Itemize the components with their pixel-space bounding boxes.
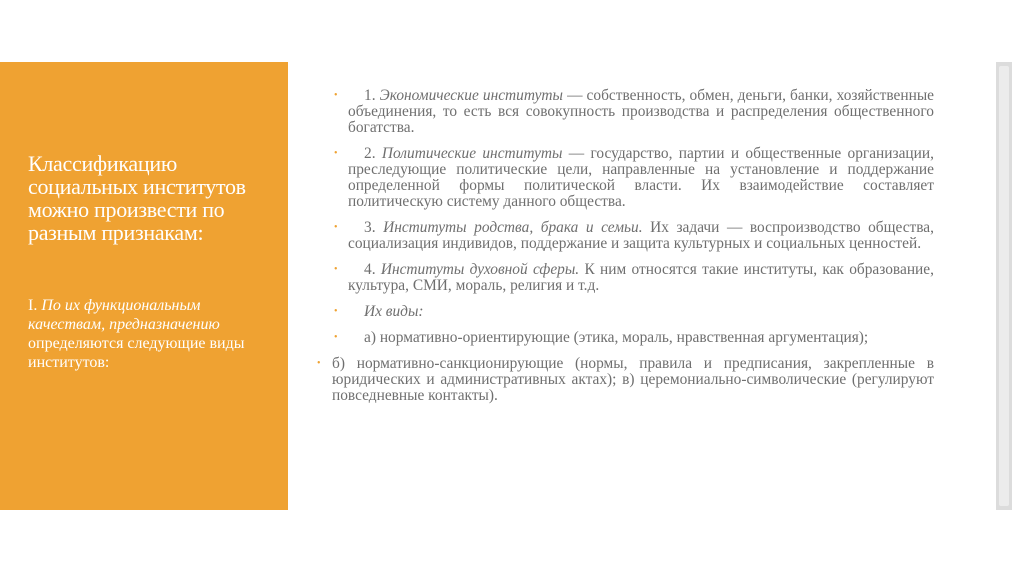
- subtitle-rest: определяются следующие виды институтов:: [28, 335, 245, 371]
- item-text: К ним относятся такие институты, как образование, культура, СМИ, мораль, религия и т.д.: [348, 261, 934, 294]
- list-item: [330, 262, 934, 294]
- list-item-extra: [314, 356, 934, 404]
- item-text: б) нормативно-санкционирующие (нормы, правила и предписания, закрепленные в юридических и административных актах); в) церемониально-символические (регулируют повседневные контакты).: [332, 355, 934, 404]
- item-term: Экономические институты: [379, 87, 563, 104]
- subtitle-prefix: I.: [28, 297, 38, 314]
- bullet-icon: •: [334, 306, 338, 317]
- list-item: [330, 330, 934, 346]
- bullet-icon: •: [334, 148, 338, 159]
- item-term: Институты духовной сферы.: [380, 261, 580, 278]
- list-item: [330, 220, 934, 252]
- bullet-icon: •: [334, 332, 338, 343]
- bullet-icon: •: [317, 358, 321, 369]
- item-number: 4.: [364, 261, 376, 278]
- item-number: 2.: [364, 145, 376, 162]
- list-item: [330, 146, 934, 210]
- item-text: — государство, партии и общественные организации, преследующие политические цели, направленные на установление и поддержание определенной формы политической власти. Их взаимодействие составляет политическую систему данного общества.: [348, 145, 934, 210]
- scrollbar-thumb[interactable]: [999, 66, 1009, 506]
- title-panel: [0, 62, 288, 510]
- slide-title: Классификацию социальных институтов можно произвести по разным признакам:: [28, 151, 246, 245]
- bullet-icon: •: [334, 264, 338, 275]
- item-number: 1.: [364, 87, 376, 104]
- subtitle-italic: По их функциональным качествам, предназначению: [28, 297, 220, 333]
- item-number: 3.: [364, 219, 376, 236]
- item-number: а): [364, 329, 376, 346]
- item-term: Политические институты: [381, 145, 563, 162]
- slide-subtitle: [28, 296, 268, 372]
- item-text: нормативно-ориентирующие (этика, мораль, нравственная аргументация);: [375, 329, 869, 346]
- item-text: — собственность, обмен, деньги, банки, хозяйственные объединения, то есть вся совокупность производства и распределения общественного богатства.: [348, 87, 934, 136]
- bullet-icon: •: [334, 222, 338, 233]
- item-term: Их виды:: [364, 303, 424, 320]
- item-text: Их задачи — воспроизводство общества, социализация индивидов, поддержание и защита культурных и социальных ценностей.: [348, 219, 934, 252]
- content-list: [317, 87, 934, 414]
- bullet-icon: •: [334, 90, 338, 101]
- list-item: [330, 304, 934, 320]
- list-item: [330, 88, 934, 136]
- item-term: Институты родства, брака и семьи.: [383, 219, 643, 236]
